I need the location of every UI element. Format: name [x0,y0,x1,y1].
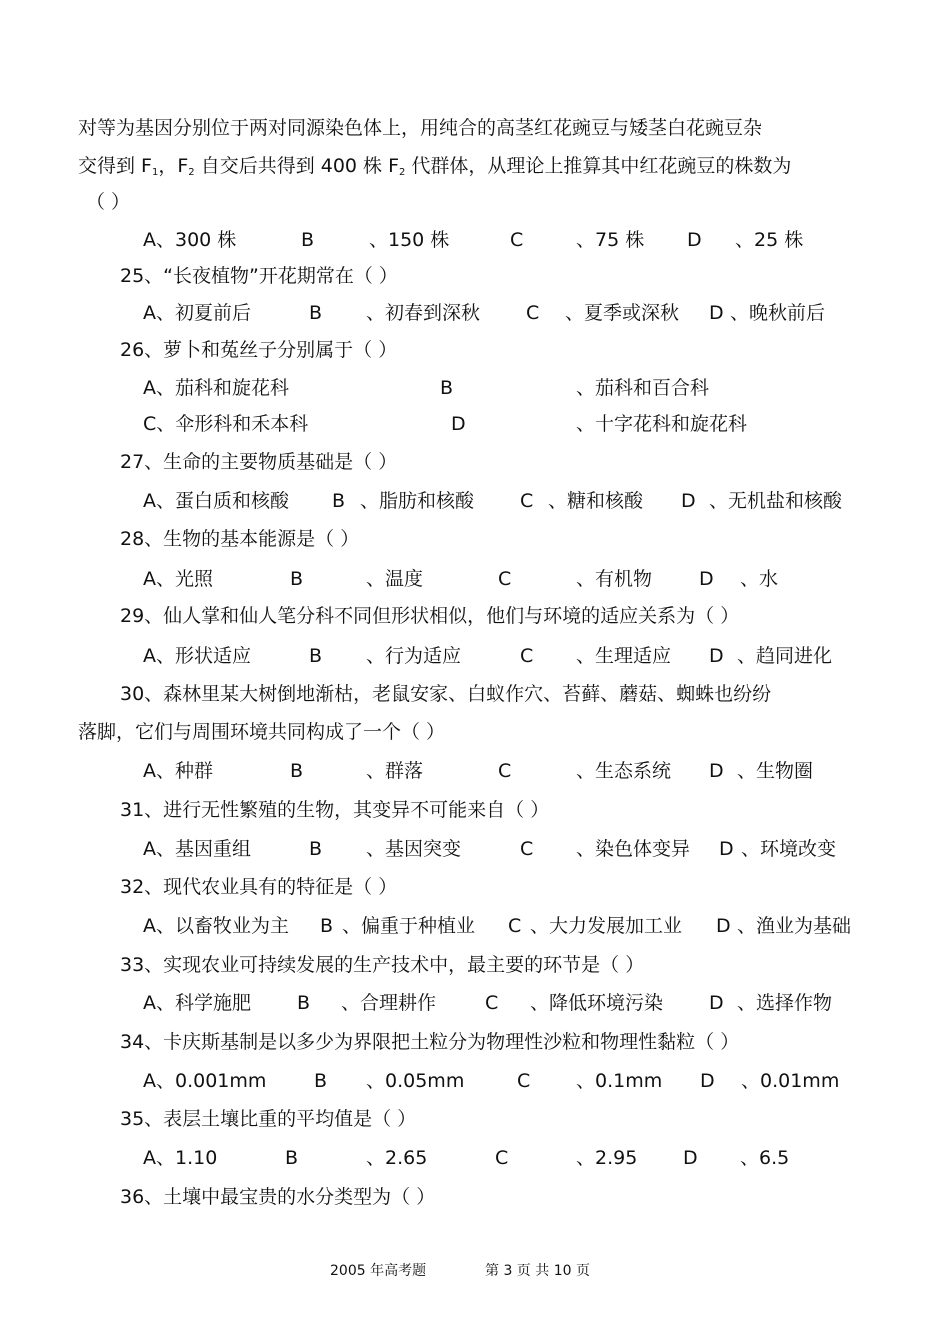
option-c-text: 、大力发展加工业 [530,915,683,937]
option-b-text: 、脂肪和核酸 [360,490,475,512]
option-d-text: 、环境改变 [741,838,837,860]
text-fragment: 交得到 F [78,155,152,177]
question-stem: 30、森林里某大树倒地渐枯，老鼠安家、白蚁作穴、苔藓、蘑菇、蜘蛛也纷纷 [120,683,772,705]
option-a: A、光照 [143,568,213,590]
option-a: A、基因重组 [143,838,251,860]
subscript: 1 [151,167,159,178]
option-c: C、伞形科和禾本科 [143,413,309,435]
option-c-text: 、染色体变异 [576,838,691,860]
option-b-letter: B [440,377,454,399]
footer-exam-label: 2005 年高考题 [330,1263,427,1279]
option-c-text: 、夏季或深秋 [565,302,680,324]
text-fragment: ，F [158,155,189,177]
option-c-letter: C [510,229,524,251]
option-b-letter: B [332,490,346,512]
option-d-text: 、6.5 [740,1147,790,1169]
option-a: A、种群 [143,760,213,782]
option-c-text: 、有机物 [576,568,653,590]
option-d-letter: D [699,568,714,590]
option-c-text: 、降低环境污染 [530,992,664,1014]
question-continuation-line: 落脚，它们与周围环境共同构成了一个（ ） [78,721,446,743]
option-d-letter: D [709,302,724,324]
option-d-letter: D [681,490,696,512]
option-b-letter: B [309,302,323,324]
option-d-text: 、选择作物 [737,992,833,1014]
option-c-text: 、0.1mm [576,1070,663,1092]
option-a: A、科学施肥 [143,992,251,1014]
option-b-letter: B [309,838,323,860]
text-fragment: 自交后共得到 400 株 F [194,155,400,177]
text-fragment: 代群体，从理论上推算其中红花豌豆的株数为 [405,155,792,177]
option-a: A、蛋白质和核酸 [143,490,289,512]
question-stem: 36、土壤中最宝贵的水分类型为（ ） [120,1186,436,1208]
question-continuation-line [78,154,791,182]
option-b-letter: B [297,992,311,1014]
option-c-letter: C [520,838,534,860]
option-c-letter: C [495,1147,509,1169]
question-stem: 33、实现农业可持续发展的生产技术中，最主要的环节是（ ） [120,954,645,976]
option-b-letter: B [290,760,304,782]
question-stem: 29、仙人掌和仙人笔分科不同但形状相似，他们与环境的适应关系为（ ） [120,605,740,627]
option-d-text: 、趋同进化 [737,645,833,667]
option-c-letter: C [508,915,522,937]
option-c-text: 、2.95 [576,1147,638,1169]
option-d-letter: D [451,413,466,435]
option-d-letter: D [709,992,724,1014]
option-d-text: 、无机盐和核酸 [709,490,843,512]
option-b-text: 、初春到深秋 [366,302,481,324]
question-stem: 35、表层土壤比重的平均值是（ ） [120,1108,417,1130]
option-b-text: 、群落 [366,760,424,782]
option-c-text: 、生态系统 [576,760,672,782]
option-b-letter: B [301,229,315,251]
question-continuation-line: 对等为基因分别位于两对同源染色体上，用纯合的高茎红花豌豆与矮茎白花豌豆杂 [78,117,763,139]
option-b-letter: B [285,1147,299,1169]
option-b-letter: B [320,915,334,937]
question-stem: 28、生物的基本能源是（ ） [120,528,360,550]
option-c-letter: C [485,992,499,1014]
option-b-text: 、偏重于种植业 [342,915,476,937]
option-a: A、1.10 [143,1147,218,1169]
option-b-text: 、合理耕作 [341,992,437,1014]
option-a: A、以畜牧业为主 [143,915,289,937]
question-stem: 31、进行无性繁殖的生物，其变异不可能来自（ ） [120,799,550,821]
option-d-letter: D [683,1147,698,1169]
option-d-letter: D [709,760,724,782]
option-c-text: 、生理适应 [576,645,672,667]
option-b-letter: B [309,645,323,667]
option-d-text: 、十字花科和旋花科 [576,413,748,435]
option-b-text: 、温度 [366,568,424,590]
option-d-text: 、0.01mm [741,1070,840,1092]
option-a: A、初夏前后 [143,302,251,324]
footer-page-number: 第 3 页 共 10 页 [485,1263,590,1279]
option-c-letter: C [498,568,512,590]
option-a: A、300 株 [143,229,237,251]
option-c-text: 、75 株 [576,229,645,251]
option-b-letter: B [314,1070,328,1092]
option-b-text: 、2.65 [366,1147,428,1169]
option-d-text: 、生物圈 [737,760,814,782]
option-a: A、形状适应 [143,645,251,667]
option-d-text: 、25 株 [735,229,804,251]
option-d-letter: D [709,645,724,667]
option-a: A、0.001mm [143,1070,267,1092]
option-d-letter: D [719,838,734,860]
answer-blank: （ ） [86,191,131,213]
subscript: 2 [188,167,195,178]
option-d-text: 、晚秋前后 [730,302,826,324]
option-d-letter: D [687,229,702,251]
option-c-letter: C [520,490,534,512]
option-c-letter: C [498,760,512,782]
option-b-text: 、茄科和百合科 [576,377,710,399]
option-c-letter: C [526,302,540,324]
question-stem: 34、卡庆斯基制是以多少为界限把土粒分为物理性沙粒和物理性黏粒（ ） [120,1031,740,1053]
option-d-letter: D [700,1070,715,1092]
option-b-letter: B [290,568,304,590]
option-a: A、茄科和旋花科 [143,377,289,399]
option-c-text: 、糖和核酸 [548,490,644,512]
question-stem: 26、萝卜和菟丝子分别属于（ ） [120,339,398,361]
option-b-text: 、0.05mm [366,1070,465,1092]
option-c-letter: C [517,1070,531,1092]
question-stem: 25、“长夜植物”开花期常在（ ） [120,265,398,287]
question-stem: 27、生命的主要物质基础是（ ） [120,451,398,473]
option-d-text: 、渔业为基础 [737,915,852,937]
option-d-letter: D [716,915,731,937]
option-c-letter: C [520,645,534,667]
option-b-text: 、基因突变 [366,838,462,860]
subscript: 2 [399,167,406,178]
option-b-text: 、150 株 [369,229,450,251]
question-stem: 32、现代农业具有的特征是（ ） [120,876,398,898]
option-d-text: 、水 [740,568,779,590]
option-b-text: 、行为适应 [366,645,462,667]
